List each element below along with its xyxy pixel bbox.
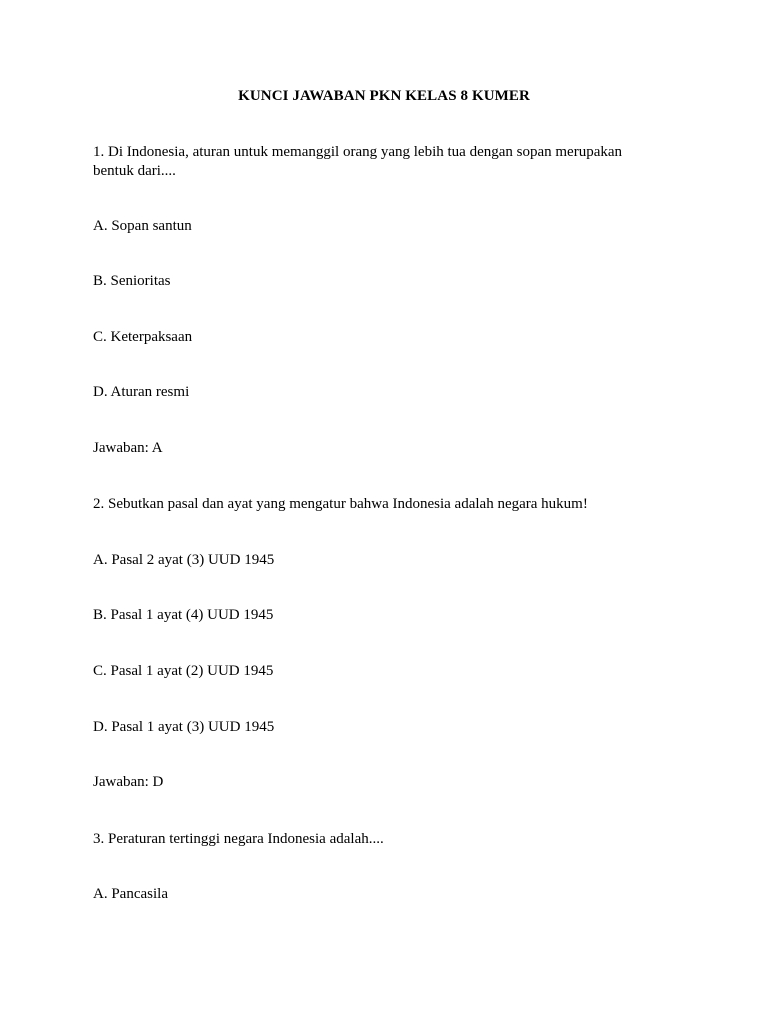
question-2-option-b: B. Pasal 1 ayat (4) UUD 1945 [93,607,274,623]
question-1-text-line-1: 1. Di Indonesia, aturan untuk memanggil orang yang lebih tua dengan sopan merupakan [93,144,623,160]
question-1-option-c: C. Keterpaksaan [93,329,193,345]
question-1-text-line-2: bentuk dari.... [93,163,176,179]
question-1-option-a: A. Sopan santun [93,218,192,234]
question-1-answer: Jawaban: A [93,440,163,456]
question-2-option-d: D. Pasal 1 ayat (3) UUD 1945 [93,719,275,735]
question-2-text: 2. Sebutkan pasal dan ayat yang mengatur bahwa Indonesia adalah negara hukum! [93,496,588,512]
question-2-option-c: C. Pasal 1 ayat (2) UUD 1945 [93,663,274,679]
question-3-option-a: A. Pancasila [93,886,168,902]
question-2-answer: Jawaban: D [93,774,164,790]
question-2-option-a: A. Pasal 2 ayat (3) UUD 1945 [93,552,275,568]
question-1-option-b: B. Senioritas [93,273,171,289]
question-1-option-d: D. Aturan resmi [93,384,190,400]
question-3-text: 3. Peraturan tertinggi negara Indonesia adalah.... [93,831,384,847]
page-title: KUNCI JAWABAN PKN KELAS 8 KUMER [238,88,530,104]
